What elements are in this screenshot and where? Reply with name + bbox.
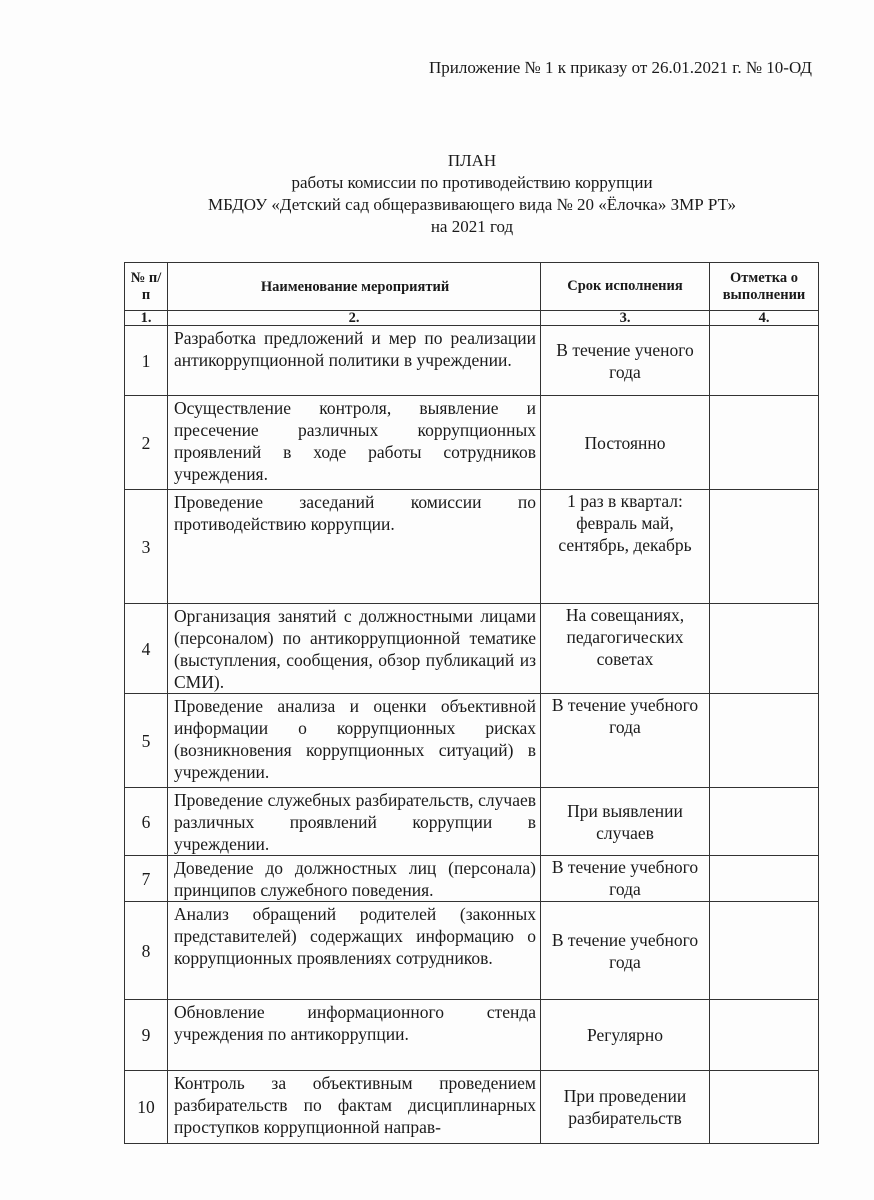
completion-mark: [710, 1071, 819, 1144]
table-row: [125, 326, 819, 396]
activity-name: Организация занятий с должностными лицами (персоналом) по антикоррупционной тематике (выступления, сообщения, обзор публикаций из СМИ).: [168, 604, 541, 694]
activity-name: Доведение до должностных лиц (персонала) принципов служебного поведения.: [168, 856, 541, 902]
table-row: [125, 604, 819, 694]
header-term: Срок исполнения: [541, 263, 710, 311]
deadline: Регулярно: [541, 1000, 710, 1071]
completion-mark: [710, 604, 819, 694]
annex-reference: Приложение № 1 к приказу от 26.01.2021 г. № 10-ОД: [429, 58, 812, 77]
header-mark: Отметка о выполнении: [710, 263, 819, 311]
completion-mark: [710, 396, 819, 490]
deadline: При выявлении случаев: [541, 788, 710, 856]
header-number: № п/п: [125, 263, 168, 311]
deadline: На совещаниях, педагогических советах: [541, 604, 710, 694]
title-plan: ПЛАН: [447, 151, 497, 170]
completion-mark: [710, 490, 819, 604]
row-number: 5: [125, 694, 168, 788]
table-row: [125, 902, 819, 1000]
row-number: 10: [125, 1071, 168, 1144]
row-number: 2: [125, 396, 168, 490]
completion-mark: [710, 856, 819, 902]
column-number: 3.: [541, 311, 710, 326]
activity-name: Осуществление контроля, выявление и пресечение различных коррупционных проявлений в ходе работы сотрудников учреждения.: [168, 396, 541, 490]
deadline: Постоянно: [541, 396, 710, 490]
table-row: [125, 490, 819, 604]
activity-name: Проведение заседаний комиссии по противодействию коррупции.: [168, 490, 541, 604]
completion-mark: [710, 902, 819, 1000]
table-row: [125, 694, 819, 788]
row-number: 7: [125, 856, 168, 902]
row-number: 6: [125, 788, 168, 856]
deadline: В течение учебного года: [541, 902, 710, 1000]
row-number: 1: [125, 326, 168, 396]
activity-name: Проведение служебных разбирательств, случаев различных проявлений коррупции в учреждении.: [168, 788, 541, 856]
deadline: 1 раз в квартал: февраль май, сентябрь, декабрь: [541, 490, 710, 604]
plan-table: [124, 262, 819, 1144]
activity-name: Анализ обращений родителей (законных представителей) содержащих информацию о коррупционных проявлениях сотрудников.: [168, 902, 541, 1000]
deadline: В течение учебного года: [541, 856, 710, 902]
deadline: В течение ученого года: [541, 326, 710, 396]
row-number: 9: [125, 1000, 168, 1071]
table-row: [125, 1071, 819, 1144]
table-row: [125, 856, 819, 902]
column-number: 2.: [168, 311, 541, 326]
title-year: на 2021 год: [430, 217, 514, 236]
table-row: [125, 788, 819, 856]
activity-name: Разработка предложений и мер по реализации антикоррупционной политики в учреждении.: [168, 326, 541, 396]
completion-mark: [710, 326, 819, 396]
completion-mark: [710, 694, 819, 788]
row-number: 3: [125, 490, 168, 604]
row-number: 4: [125, 604, 168, 694]
deadline: При проведении разбирательств: [541, 1071, 710, 1144]
column-number: 4.: [710, 311, 819, 326]
row-number: 8: [125, 902, 168, 1000]
activity-name: Обновление информационного стенда учреждения по антикоррупции.: [168, 1000, 541, 1071]
activity-name: Контроль за объективным проведением разбирательств по фактам дисциплинарных проступков коррупционной направ-: [168, 1071, 541, 1144]
title-organization: МБДОУ «Детский сад общеразвивающего вида № 20 «Ёлочка» ЗМР РТ»: [207, 195, 737, 214]
document-title: [0, 150, 874, 238]
activity-name: Проведение анализа и оценки объективной информации о коррупционных рисках (возникновения коррупционных ситуаций) в учреждении.: [168, 694, 541, 788]
column-number-row: [125, 311, 819, 326]
header-row: [125, 263, 819, 311]
deadline: В течение учебного года: [541, 694, 710, 788]
completion-mark: [710, 788, 819, 856]
table-row: [125, 1000, 819, 1071]
title-subject: работы комиссии по противодействию коррупции: [291, 173, 653, 192]
column-number: 1.: [125, 311, 168, 326]
table-row: [125, 396, 819, 490]
header-name: Наименование мероприятий: [168, 263, 541, 311]
completion-mark: [710, 1000, 819, 1071]
